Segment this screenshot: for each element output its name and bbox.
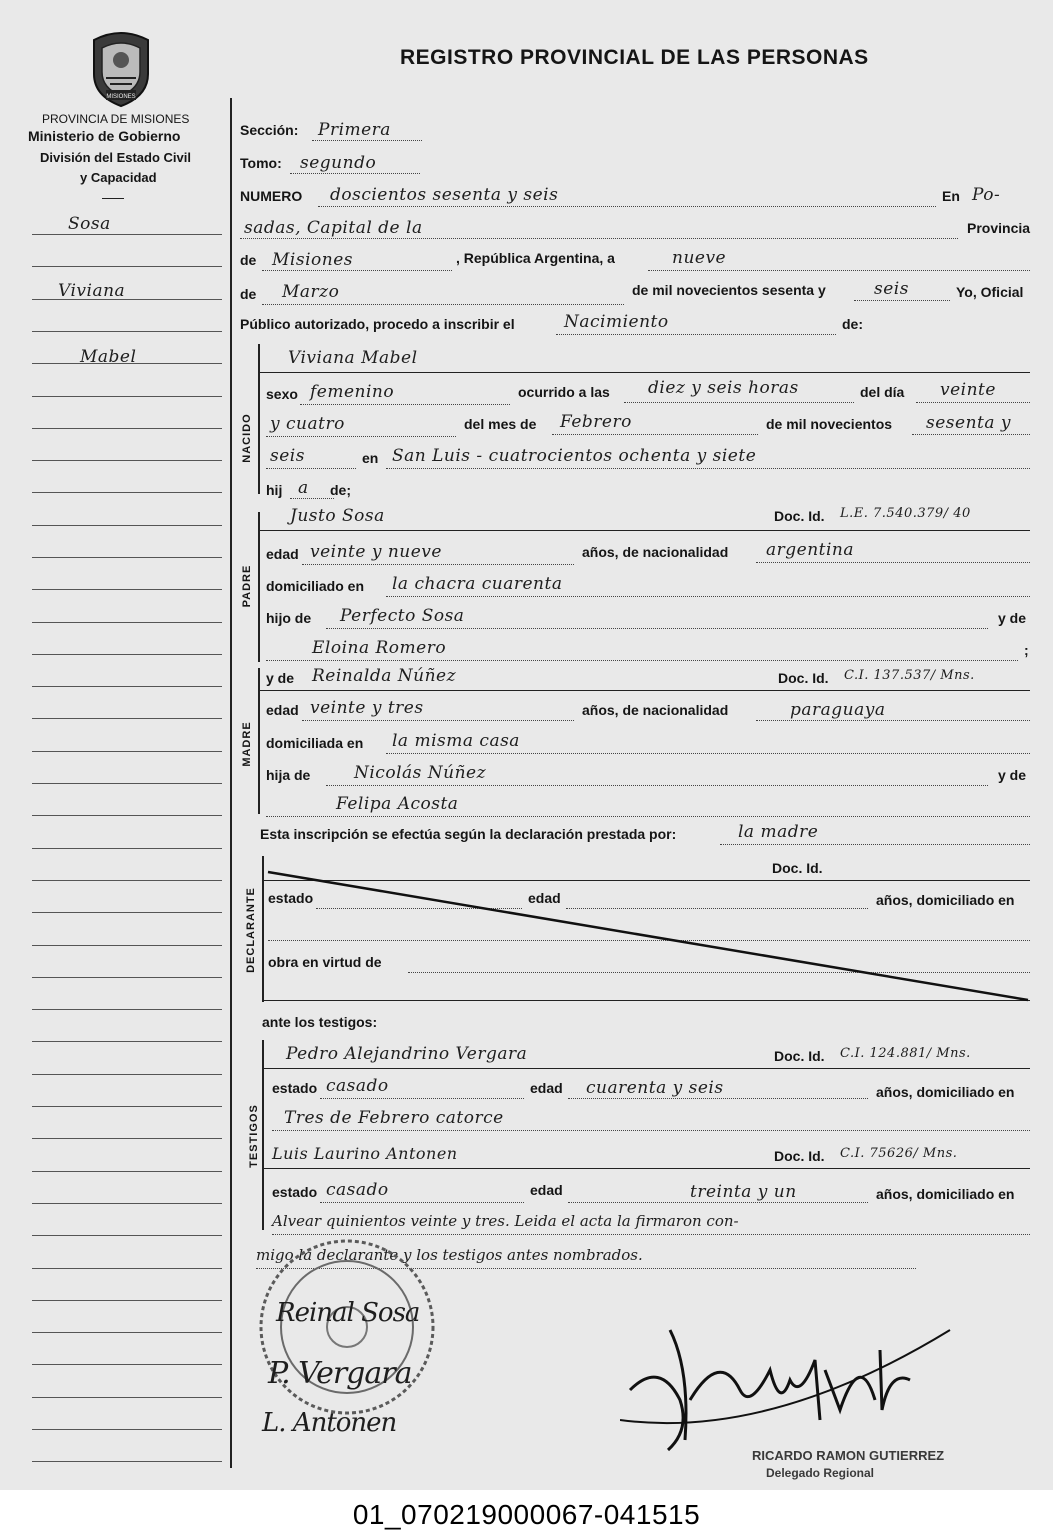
- margin-ruled-line: [32, 1009, 222, 1010]
- testigo1-edad-label: edad: [530, 1080, 563, 1096]
- testigo2-edad-label: edad: [530, 1182, 563, 1198]
- month-value: Marzo: [282, 282, 340, 302]
- signature-declarante: Reinal Sosa: [276, 1298, 420, 1328]
- division-name: División del Estado Civil: [40, 150, 191, 165]
- margin-middle-name: Mabel: [80, 347, 137, 367]
- en-label: En: [942, 188, 960, 204]
- provincia-label: Provincia: [967, 220, 1031, 236]
- testigo2-doc-label: Doc. Id.: [774, 1148, 825, 1164]
- en-label-2: en: [362, 450, 379, 466]
- de-semicolon-label: de;: [330, 482, 351, 498]
- margin-ruled-line: [32, 428, 222, 429]
- margin-surname: Sosa: [68, 214, 111, 234]
- testigo1-anos-label: años, domiciliado en: [876, 1084, 1015, 1100]
- de-colon-label: de:: [842, 316, 863, 332]
- nacido-label: NACIDO: [241, 413, 253, 463]
- father-nac-label: años, de nacionalidad: [582, 544, 729, 560]
- father-yde-label: y de: [998, 610, 1027, 626]
- year-label: de mil novecientos sesenta y: [632, 282, 826, 298]
- ocurrido-label: ocurrido a las: [518, 384, 610, 400]
- mother-dom-label: domiciliada en: [266, 735, 364, 751]
- declarante-doc-label: Doc. Id.: [772, 860, 823, 876]
- hora-value: diez y seis horas: [648, 378, 799, 398]
- seccion-value: Primera: [318, 120, 391, 140]
- testigo1-dom-value: Tres de Febrero catorce: [284, 1108, 504, 1128]
- tomo-label: Tomo:: [240, 155, 282, 171]
- ministry-name: Ministerio de Gobierno: [28, 128, 181, 144]
- declaracion-value: la madre: [738, 822, 819, 842]
- margin-ruled-line: [32, 880, 222, 881]
- testigo2-anos-label: años, domiciliado en: [876, 1186, 1015, 1202]
- hij-label: hij: [266, 482, 283, 498]
- declaracion-label: Esta inscripción se efectúa según la declaración prestada por:: [260, 826, 677, 842]
- margin-ruled-line: [32, 1074, 222, 1075]
- testigo1-doc-value: C.I. 124.881/ Mns.: [840, 1046, 971, 1061]
- official-stamp-line1: RICARDO RAMON GUTIERREZ: [752, 1448, 945, 1463]
- official-signature-icon: [620, 1310, 960, 1460]
- margin-ruled-line: [32, 1106, 222, 1107]
- margin-ruled-line: [32, 848, 222, 849]
- mes-label: del mes de: [464, 416, 537, 432]
- en-value: Po-: [972, 185, 1001, 205]
- declarante-edad-label: edad: [528, 890, 561, 906]
- mother-mother-value: Felipa Acosta: [336, 794, 459, 814]
- testigos-intro-label: ante los testigos:: [262, 1014, 378, 1030]
- margin-ruled-line: [32, 1364, 222, 1365]
- mil-label: de mil novecientos: [766, 416, 893, 432]
- father-mother-value: Eloina Romero: [312, 638, 447, 658]
- testigo2-dom-value-2: migo la declarante y los testigos antes nombrados.: [256, 1246, 643, 1264]
- declarante-anos-label: años, domiciliado en: [876, 892, 1015, 908]
- mother-nac-value: paraguaya: [790, 700, 886, 720]
- testigo2-edad-value: treinta y un: [690, 1182, 797, 1202]
- birthplace-value: San Luis - cuatrocientos ochenta y siete: [392, 446, 757, 466]
- signature-testigo1: P. Vergara: [268, 1356, 412, 1391]
- oficial-label: Yo, Oficial: [956, 284, 1024, 300]
- father-hijo-value: Perfecto Sosa: [340, 606, 465, 626]
- father-edad-value: veinte y nueve: [310, 542, 442, 562]
- province-name: PROVINCIA DE MISIONES: [42, 112, 190, 126]
- division-name-2: y Capacidad: [80, 170, 157, 185]
- child-name: Viviana Mabel: [288, 348, 418, 368]
- mother-doc-value: C.I. 137.537/ Mns.: [844, 668, 975, 683]
- sexo-label: sexo: [266, 386, 298, 402]
- declarante-obra-label: obra en virtud de: [268, 954, 382, 970]
- margin-ruled-line: [32, 1138, 222, 1139]
- mother-hija-value: Nicolás Núñez: [354, 763, 487, 783]
- testigo2-estado-label: estado: [272, 1184, 318, 1200]
- de-label: de: [240, 252, 257, 268]
- page-title: REGISTRO PROVINCIAL DE LAS PERSONAS: [400, 46, 869, 69]
- dia-value-2: y cuatro: [270, 414, 345, 434]
- margin-ruled-line: [32, 1268, 222, 1269]
- coat-of-arms-icon: [86, 30, 156, 108]
- margin-ruled-line: [32, 492, 222, 493]
- father-edad-label: edad: [266, 546, 299, 562]
- publico-label: Público autorizado, procedo a inscribir el: [240, 316, 515, 332]
- father-hijo-label: hijo de: [266, 610, 312, 626]
- sexo-value: femenino: [310, 382, 395, 402]
- margin-ruled-line: [32, 977, 222, 978]
- city-value: sadas, Capital de la: [244, 218, 423, 238]
- margin-ruled-line: [32, 783, 222, 784]
- seccion-label: Sección:: [240, 122, 299, 138]
- margin-ruled-line: [32, 751, 222, 752]
- madre-label: MADRE: [241, 721, 253, 767]
- margin-ruled-line: [32, 266, 222, 267]
- margin-ruled-line: [32, 1235, 222, 1236]
- testigo1-edad-value: cuarenta y seis: [586, 1078, 724, 1098]
- father-name: Justo Sosa: [290, 506, 385, 526]
- mother-name: Reinalda Núñez: [312, 666, 457, 686]
- margin-ruled-line: [32, 1171, 222, 1172]
- day-value: nueve: [672, 248, 727, 268]
- file-id-footer: 01_070219000067-041515: [0, 1490, 1053, 1540]
- republica-label: , República Argentina, a: [456, 250, 615, 266]
- margin-ruled-line: [32, 718, 222, 719]
- margin-ruled-line: [32, 525, 222, 526]
- mother-yde2-label: y de: [998, 767, 1027, 783]
- margin-ruled-line: [32, 945, 222, 946]
- header-divider: [102, 198, 124, 199]
- margin-ruled-line: [32, 396, 222, 397]
- margin-ruled-line: [32, 686, 222, 687]
- testigo2-doc-value: C.I. 75626/ Mns.: [840, 1146, 958, 1161]
- margin-ruled-line: [32, 1397, 222, 1398]
- margin-ruled-line: [32, 1332, 222, 1333]
- declarante-cancel-stroke: [264, 868, 1032, 1004]
- margin-ruled-line: [32, 1461, 222, 1462]
- testigo2-estado-value: casado: [326, 1180, 389, 1200]
- father-dom-label: domiciliado en: [266, 578, 365, 594]
- father-semicolon: ;: [1024, 642, 1029, 658]
- del-dia-label: del día: [860, 384, 905, 400]
- testigo2-name: Luis Laurino Antonen: [272, 1144, 458, 1163]
- main-margin-line: [230, 98, 232, 1468]
- margin-first-name: Viviana: [58, 281, 126, 301]
- father-dom-value: la chacra cuarenta: [392, 574, 563, 594]
- tomo-value: segundo: [300, 153, 377, 173]
- margin-ruled-line: [32, 589, 222, 590]
- year-value: seis: [874, 279, 909, 299]
- testigos-label: TESTIGOS: [248, 1104, 260, 1168]
- margin-ruled-line: [32, 460, 222, 461]
- father-doc-value: L.E. 7.540.379/ 40: [840, 506, 971, 521]
- mother-edad-value: veinte y tres: [310, 698, 424, 718]
- margin-ruled-line: [32, 331, 222, 332]
- dia-value: veinte: [940, 380, 996, 400]
- margin-ruled-line: [32, 622, 222, 623]
- mother-yde-label: y de: [266, 670, 295, 686]
- margin-ruled-line: [32, 1041, 222, 1042]
- father-doc-label: Doc. Id.: [774, 508, 825, 524]
- mother-edad-label: edad: [266, 702, 299, 718]
- mother-doc-label: Doc. Id.: [778, 670, 829, 686]
- signature-testigo2: L. Antonen: [262, 1408, 397, 1438]
- acto-value: Nacimiento: [564, 312, 669, 332]
- testigo1-estado-value: casado: [326, 1076, 389, 1096]
- margin-ruled-line: [32, 1203, 222, 1204]
- hij-value: a: [298, 478, 309, 498]
- mother-dom-value: la misma casa: [392, 731, 520, 751]
- margin-ruled-line: [32, 557, 222, 558]
- father-nac-value: argentina: [766, 540, 855, 560]
- declarante-estado-label: estado: [268, 890, 314, 906]
- de-label-2: de: [240, 286, 257, 302]
- anio-value: sesenta y: [926, 413, 1011, 433]
- margin-ruled-line: [32, 1300, 222, 1301]
- testigo1-name: Pedro Alejandrino Vergara: [286, 1044, 528, 1064]
- testigo2-dom-value: Alvear quinientos veinte y tres. Leida el acta la firmaron con-: [272, 1212, 739, 1230]
- margin-ruled-line: [32, 912, 222, 913]
- mother-nac-label: años, de nacionalidad: [582, 702, 729, 718]
- testigo1-doc-label: Doc. Id.: [774, 1048, 825, 1064]
- padre-label: PADRE: [241, 564, 253, 608]
- svg-text:MISIONES: MISIONES: [106, 94, 136, 100]
- numero-label: NUMERO: [240, 188, 303, 204]
- official-stamp-line2: Delegado Regional: [766, 1466, 875, 1480]
- margin-ruled-line: [32, 654, 222, 655]
- testigo1-estado-label: estado: [272, 1080, 318, 1096]
- anio-value-2: seis: [270, 446, 305, 466]
- margin-ruled-line: [32, 815, 222, 816]
- margin-ruled-line: [32, 234, 222, 235]
- province-value: Misiones: [272, 250, 353, 270]
- padre-bracket: [258, 512, 260, 662]
- numero-value: doscientos sesenta y seis: [330, 185, 559, 205]
- mes-value: Febrero: [560, 412, 632, 432]
- nacido-bracket: [258, 344, 260, 494]
- declarante-label: DECLARANTE: [245, 887, 257, 973]
- mother-hija-label: hija de: [266, 767, 311, 783]
- margin-ruled-line: [32, 1429, 222, 1430]
